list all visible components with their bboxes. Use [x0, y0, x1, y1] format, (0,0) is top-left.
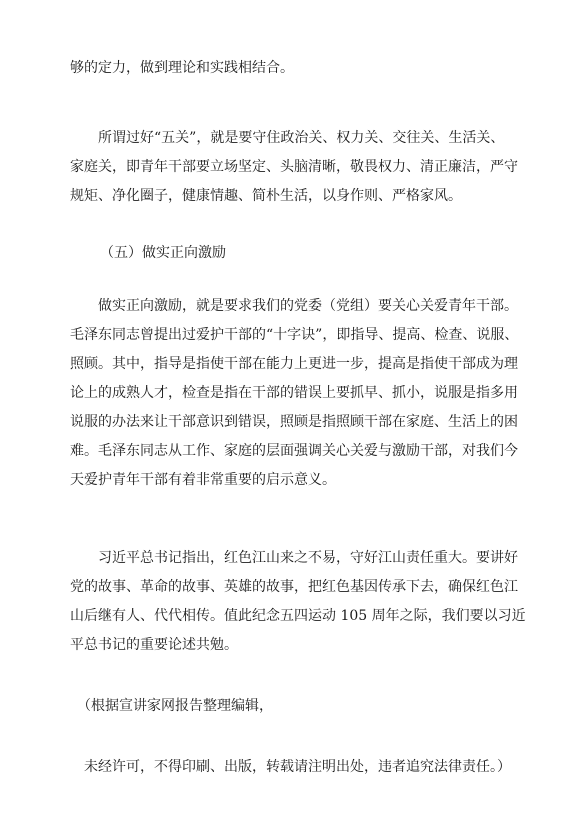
paragraph-4-line-3: 山后继有人、代代相传。值此纪念五四运动 105 周年之际，我们要以习近	[70, 608, 526, 624]
paragraph-2-line-1: 所谓过好“五关”，就是要守住政治关、权力关、交往关、生活关、	[98, 130, 505, 146]
paragraph-2-line-3: 规矩、净化圈子，健康情趣、简朴生活，以身作则、严格家风。	[70, 188, 462, 204]
paragraph-3-line-7: 天爱护青年干部有着非常重要的启示意义。	[70, 472, 336, 488]
paragraph-4-line-2: 党的故事、革命的故事、英雄的故事，把红色基因传承下去，确保红色江	[70, 579, 518, 595]
paragraph-3-line-1: 做实正向激励，就是要求我们的党委（党组）要关心关爱青年干部。	[98, 298, 518, 314]
paragraph-3-line-5: 说服的办法来让干部意识到错误，照顾是指照顾干部在家庭、生活上的困	[70, 414, 518, 430]
paragraph-1-line-1: 够的定力，做到理论和实践相结合。	[70, 60, 294, 76]
paragraph-3-line-4: 论上的成熟人才，检查是指在干部的错误上要抓早、抓小，说服是指多用	[70, 385, 518, 401]
paragraph-3-line-3: 照顾。其中，指导是指使干部在能力上更进一步，提高是指使干部成为理	[70, 356, 518, 372]
paragraph-3-line-6: 难。毛泽东同志从工作、家庭的层面强调关心关爱与激励干部，对我们今	[70, 443, 518, 459]
source-note: （根据宣讲家网报告整理编辑，	[77, 698, 273, 714]
paragraph-4-line-4: 平总书记的重要论述共勉。	[70, 637, 238, 653]
paragraph-4-line-1: 习近平总书记指出，红色江山来之不易，守好江山责任重大。要讲好	[98, 550, 518, 566]
paragraph-3-line-2: 毛泽东同志曾提出过爱护干部的“十字诀”，即指导、提高、检查、说服、	[70, 327, 519, 343]
copyright-note: 未经许可，不得印刷、出版，转载请注明出处，违者追究法律责任。）	[84, 759, 511, 775]
section-heading-5: （五）做实正向激励	[100, 245, 226, 261]
paragraph-2-line-2: 家庭关，即青年干部要立场坚定、头脑清晰，敬畏权力、清正廉洁，严守	[70, 159, 518, 175]
